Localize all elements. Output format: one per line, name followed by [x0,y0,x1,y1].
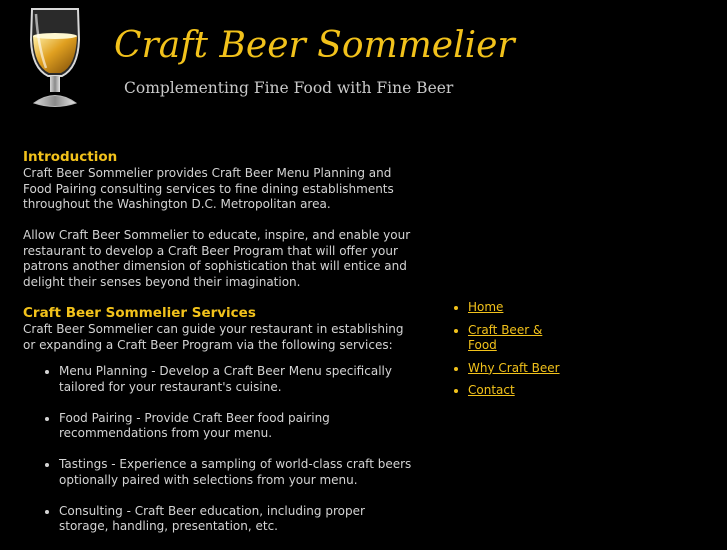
service-item-consulting: • Consulting - Craft Beer education, including proper storage, handling, presentation, etc. [59,504,418,535]
services-heading: Craft Beer Sommelier Services [23,305,256,321]
nav-item-why-craft-beer [468,361,560,377]
site-tagline: Complementing Fine Food with Fine Beer [124,79,454,97]
nav-link-home[interactable]: Home [468,300,504,314]
nav-item-contact [468,383,560,399]
service-item-tastings: • Tastings - Experience a sampling of world-class craft beers optionally paired with selections from your menu. [59,457,418,488]
intro-heading: Introduction [23,149,118,165]
service-item-food-pairing: • Food Pairing - Provide Craft Beer food pairing recommendations from your menu. [59,411,418,442]
nav-item-craft-beer-food [468,323,560,354]
service-item-menu-planning: • Menu Planning - Develop a Craft Beer Menu specifically tailored for your restaurant's cuisine. [59,364,418,395]
nav-link-contact[interactable]: Contact [468,383,515,397]
main-content [23,148,418,550]
services-list [23,364,418,535]
intro-paragraph-2: Allow Craft Beer Sommelier to educate, inspire, and enable your restaurant to develop a Craft Beer Program that will offer your patrons another dimension of sophistication that will entice and delight their senses beyond their imagination. [23,228,411,289]
nav-link-craft-beer-food[interactable]: Craft Beer & Food [468,322,543,352]
nav-link-why-craft-beer[interactable]: Why Craft Beer [468,360,560,375]
services-intro: Craft Beer Sommelier can guide your restaurant in establishing or expanding a Craft Beer Program via the following services: [23,322,404,352]
beer-glass-icon [22,6,88,110]
intro-paragraph-1: Craft Beer Sommelier provides Craft Beer Menu Planning and Food Pairing consulting services to fine dining establishments throughout the Washington D.C. Metropolitan area. [23,166,394,211]
nav-item-home [468,300,560,316]
site-title: Craft Beer Sommelier [114,25,515,66]
side-navigation [450,300,560,406]
